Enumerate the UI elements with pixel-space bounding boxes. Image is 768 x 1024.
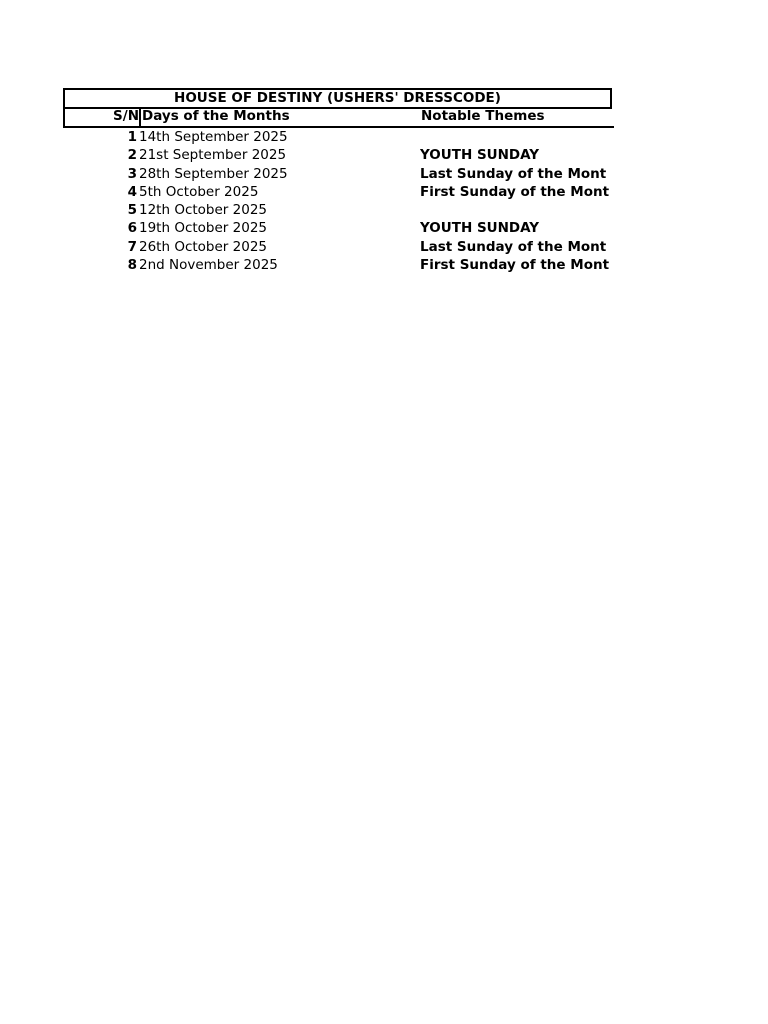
- table-row: [63, 219, 612, 237]
- header-days-of-months: Days of the Months: [142, 108, 290, 124]
- row-sn: 2: [127, 147, 137, 164]
- row-day: 28th September 2025: [139, 165, 288, 182]
- table-row: [63, 165, 612, 183]
- row-day: 21st September 2025: [139, 147, 287, 164]
- row-day: 19th October 2025: [139, 220, 267, 237]
- row-day: 5th October 2025: [139, 183, 259, 200]
- row-theme: Last Sunday of the Mont: [420, 165, 607, 182]
- table-row: [63, 183, 612, 201]
- row-sn: 6: [127, 220, 137, 237]
- row-day: 14th September 2025: [139, 129, 288, 145]
- header-sn: S/N: [65, 107, 141, 126]
- row-theme: Last Sunday of the Mont: [420, 238, 607, 255]
- table-row: [63, 128, 612, 146]
- table-body: [63, 128, 612, 274]
- row-theme: First Sunday of the Mont: [420, 183, 610, 200]
- sheet-title: HOUSE OF DESTINY (USHERS' DRESSCODE): [63, 88, 612, 109]
- row-day: 12th October 2025: [139, 202, 267, 219]
- header-notable-themes: Notable Themes: [421, 108, 545, 124]
- table-row: [63, 201, 612, 219]
- row-sn: 8: [127, 257, 137, 274]
- row-theme: YOUTH SUNDAY: [420, 220, 540, 237]
- row-sn: 1: [127, 129, 137, 145]
- row-sn: 3: [127, 165, 137, 182]
- row-theme: YOUTH SUNDAY: [420, 147, 540, 164]
- table-row: [63, 146, 612, 164]
- row-sn: 4: [127, 183, 137, 200]
- row-sn: 7: [127, 238, 137, 255]
- row-day: 26th October 2025: [139, 238, 267, 255]
- row-sn: 5: [127, 202, 137, 219]
- table-row: [63, 256, 612, 274]
- row-day: 2nd November 2025: [139, 257, 278, 274]
- table-header-row: [63, 107, 614, 128]
- row-theme: First Sunday of the Mont: [420, 257, 610, 274]
- table-row: [63, 238, 612, 256]
